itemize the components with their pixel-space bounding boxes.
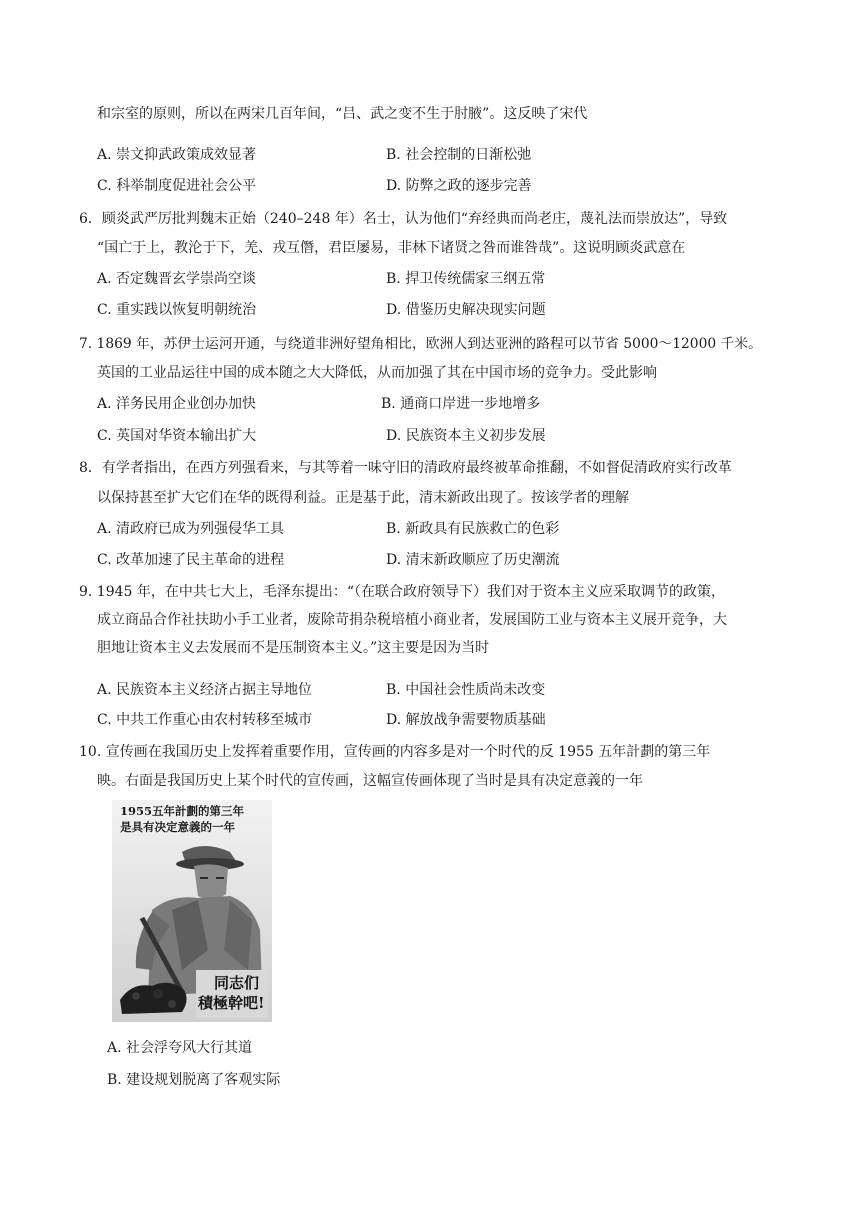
q6-stem-line-2: “国亡于上，教沦于下，羌、戎互僭，君臣屡易，非林下诸贤之咎而谁咎哉”。这说明顾炎武意在 [97, 240, 686, 256]
q9-option-d[interactable]: D. 解放战争需要物质基础 [386, 712, 546, 728]
q5-option-c[interactable]: C. 科举制度促进社会公平 [97, 178, 257, 194]
q9-stem-line-2: 成立商品合作社扶助小手工业者，废除苛捐杂税培植小商业者，发展国防工业与资本主义展开竞争，大 [97, 612, 727, 628]
q7-stem-line-1: 7. 1869 年，苏伊士运河开通，与绕道非洲好望角相比，欧洲人到达亚洲的路程可以节省 5000～12000 千米。 [79, 336, 762, 352]
q7-stem-line-2: 英国的工业品运往中国的成本随之大大降低，从而加强了其在中国市场的竞争力。受此影响 [97, 365, 657, 381]
q6-option-d[interactable]: D. 借鉴历史解决现实问题 [386, 302, 546, 318]
q7-option-b[interactable]: B. 通商口岸进一步地增多 [381, 396, 541, 412]
poster-slogan-line-2: 積極幹吧! [198, 994, 265, 1012]
q7-option-c[interactable]: C. 英国对华资本输出扩大 [97, 428, 257, 444]
q8-stem-line-1: 8．有学者指出，在西方列强看来，与其等着一味守旧的清政府最终被革命推翻，不如督促清政府实行改革 [79, 460, 732, 476]
q8-option-d[interactable]: D. 清末新政顺应了历史潮流 [386, 552, 560, 568]
q5-option-a[interactable]: A. 崇文抑武政策成效显著 [97, 147, 257, 163]
q7-option-d[interactable]: D. 民族资本主义初步发展 [386, 428, 546, 444]
q10-option-b[interactable]: B. 建设规划脱离了客观实际 [107, 1072, 281, 1088]
q5-option-d[interactable]: D. 防弊之政的逐步完善 [386, 178, 532, 194]
q10-option-a[interactable]: A. 社会浮夸风大行其道 [107, 1040, 253, 1056]
q9-option-c[interactable]: C. 中共工作重心由农村转移至城市 [97, 712, 313, 728]
q10-stem-line-1: 10. 宣传画在我国历史上发挥着重要作用，宣传画的内容多是对一个时代的反 1955 五年計劃的第三年 [79, 744, 711, 760]
q9-stem-line-3: 胆地让资本主义去发展而不是压制资本主义。”这主要是因为当时 [97, 640, 490, 656]
q6-stem-line-1: 6．顾炎武严厉批判魏末正始（240–248 年）名士，认为他们“弃经典而尚老庄，蔑礼法而崇放达”，导致 [79, 211, 728, 227]
q6-option-c[interactable]: C. 重实践以恢复明朝统治 [97, 302, 257, 318]
q9-option-b[interactable]: B. 中国社会性质尚未改变 [386, 682, 546, 698]
q6-option-b[interactable]: B. 捍卫传统儒家三纲五常 [386, 271, 546, 287]
poster-caption-line-2: 是具有决定意義的一年 [120, 820, 235, 834]
q5-stem-tail: 和宗室的原则，所以在两宋几百年间，“吕、武之变不生于肘腋”。这反映了宋代 [97, 106, 588, 122]
q8-stem-line-2: 以保持甚至扩大它们在华的既得利益。正是基于此，清末新政出现了。按该学者的理解 [97, 490, 629, 506]
poster-slogan-line-1: 同志们 [214, 974, 260, 992]
propaganda-poster [112, 800, 272, 1022]
q9-stem-line-1: 9. 1945 年，在中共七大上，毛泽东提出：“（在联合政府领导下）我们对于资本主义应采取调节的政策， [79, 584, 726, 600]
q6-option-a[interactable]: A. 否定魏晋玄学崇尚空谈 [97, 271, 257, 287]
q10-stem-line-2: 映。右面是我国历史上某个时代的宣传画，这幅宣传画体现了当时是具有决定意義的一年 [97, 773, 643, 789]
q8-option-a[interactable]: A. 清政府已成为列强侵华工具 [97, 521, 285, 537]
q8-option-b[interactable]: B. 新政具有民族救亡的色彩 [386, 521, 560, 537]
q5-option-b[interactable]: B. 社会控制的日渐松弛 [386, 147, 532, 163]
q9-option-a[interactable]: A. 民族资本主义经济占据主导地位 [97, 682, 313, 698]
q7-option-a[interactable]: A. 洋务民用企业创办加快 [97, 396, 257, 412]
poster-caption-line-1: 1955五年計劃的第三年 [120, 804, 245, 818]
q8-option-c[interactable]: C. 改革加速了民主革命的进程 [97, 552, 285, 568]
